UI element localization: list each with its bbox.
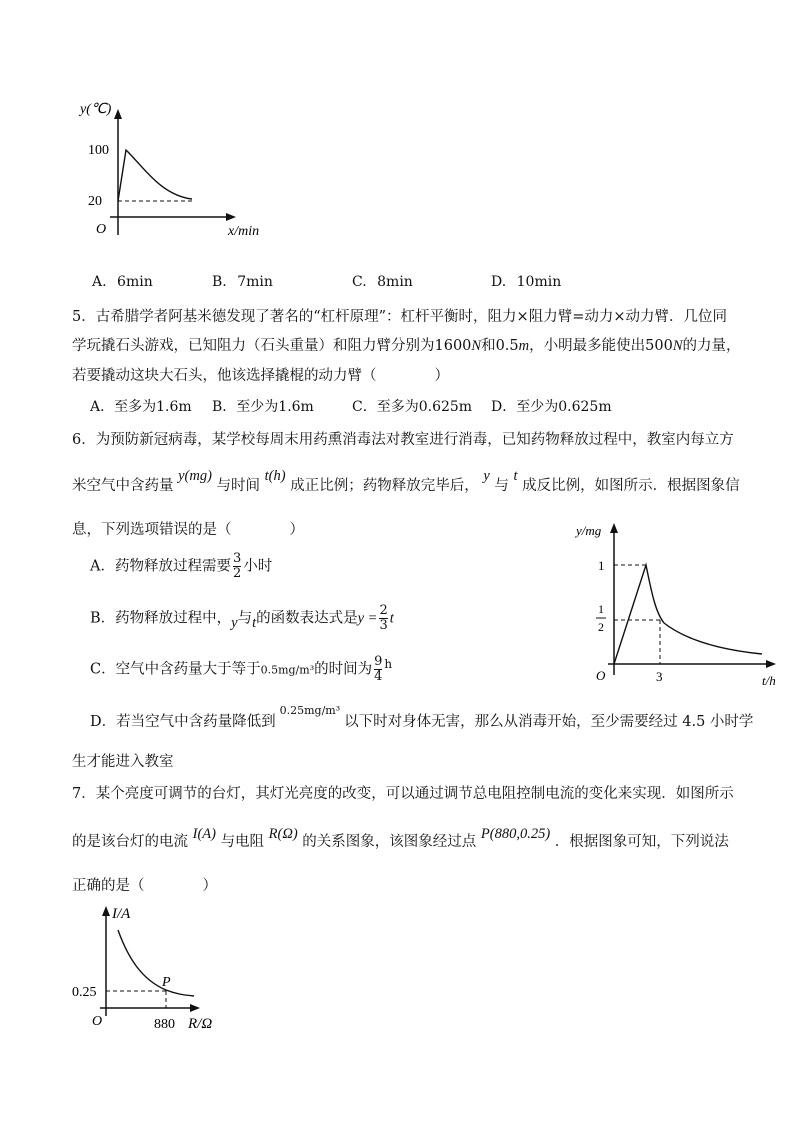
graph3-origin: O	[92, 1014, 103, 1029]
fraction-9-4: $\frac{9}{4}$	[374, 654, 383, 684]
q5-option-c[interactable]: C．至多为0.625m	[352, 399, 473, 415]
graph2-tick-half-num: 1	[598, 602, 604, 616]
q7-line3: 正确的是（ ）	[72, 878, 217, 894]
temperature-graph	[70, 95, 280, 245]
q5-option-d[interactable]: D．至少为0.625m	[491, 399, 612, 415]
q6-line1: 6．为预防新冠病毒，某学校每周末用药熏消毒法对教室进行消毒，已知药物释放过程中，教室内每立方	[72, 432, 734, 448]
graph1-y-arrow	[114, 109, 122, 119]
graph3-tick-880: 880	[154, 1017, 175, 1032]
graph2-tick-1: 1	[598, 558, 605, 573]
graph2-curve	[614, 565, 762, 664]
q7-line2: 的是该台灯的电流 I(A) 与电阻 R(Ω) 的关系图象，该图象经过点 P(880,0.25) ．根据图象可知，下列说法	[72, 826, 729, 850]
graph1-tick-20: 20	[88, 194, 102, 209]
graph1-y-label: y(℃)	[80, 102, 112, 117]
q4-option-a[interactable]: A. 6min	[92, 274, 153, 290]
graph3-point-label: P	[162, 975, 171, 990]
graph1-x-label: x/min	[228, 224, 260, 239]
graph2-tick-3: 3	[656, 669, 663, 684]
graph3-x-arrow	[190, 1004, 200, 1012]
q4-option-d[interactable]: D. 10min	[491, 274, 562, 290]
graph3-y-label: I/A	[112, 906, 131, 922]
q5-line2: 学玩撬石头游戏，已知阻力（石头重量）和阻力臂分别为1600N和0.5m，小明最多能使出500N的力量，	[72, 338, 741, 354]
drug-concentration-graph	[572, 515, 782, 690]
q6-line2: 米空气中含药量 y(mg) 与时间 t(h) 成正比例；药物释放完毕后， y 与 t 成反比例，如图所示．根据图象信	[72, 468, 740, 494]
q7-line1: 7．某个亮度可调节的台灯，其灯光亮度的改变，可以通过调节总电阻控制电流的变化来实现．如图所示	[72, 786, 734, 802]
graph2-origin: O	[596, 668, 606, 683]
graph1-tick-100: 100	[88, 143, 109, 158]
fraction-3-2: $\frac{3}{2}$	[232, 551, 242, 581]
graph1-origin: O	[96, 222, 107, 237]
graph3-curve	[118, 930, 194, 996]
graph2-x-arrow	[766, 660, 776, 668]
q6-option-d[interactable]: D．若当空气中含药量降低到$^{0.25mg/m^3}$以下时对身体无害，那么从消毒开始，至少需要经过 4.5 小时学	[90, 704, 754, 730]
graph2-y-arrow	[610, 523, 618, 533]
graph2-y-label: y/mg	[576, 523, 602, 538]
q6-option-a[interactable]: A．药物释放过程需要 $\frac{3}{2}$ 小时	[90, 551, 273, 581]
graph1-x-arrow	[226, 213, 236, 221]
graph1-curve	[118, 150, 192, 201]
q5-option-a[interactable]: A．至多为1.6m	[90, 399, 192, 415]
graph3-x-label: R/Ω	[188, 1016, 213, 1032]
fraction-2-3: $\frac{2}{3}$	[379, 603, 388, 633]
q5-line3: 若要撬动这块大石头，他该选择撬棍的动力臂（ ）	[72, 368, 449, 384]
q4-option-c[interactable]: C. 8min	[352, 274, 413, 290]
graph3-y-arrow	[102, 906, 110, 916]
current-resistance-graph	[70, 898, 240, 1033]
q6-option-d-cont: 生才能进入教室	[72, 754, 174, 770]
q6-option-b[interactable]: B．药物释放过程中，y与t的函数表达式是y = $\frac{2}{3}$ t	[90, 603, 394, 633]
graph3-tick-025: 0.25	[72, 985, 97, 1000]
graph2-tick-half-den: 2	[598, 620, 604, 634]
q5-option-b[interactable]: B．至少为1.6m	[212, 399, 314, 415]
q6-option-c[interactable]: C．空气中含药量大于等于0.5mg/m³的时间为 $\frac{9}{4}$ $^h$	[90, 654, 393, 684]
q4-option-b[interactable]: B. 7min	[212, 274, 273, 290]
q5-line1: 5．古希腊学者阿基米德发现了著名的“杠杆原理”：杠杆平衡时，阻力×阻力臂=动力×动力臂．几位同	[72, 309, 727, 325]
graph2-x-label: t/h	[762, 673, 776, 688]
q6-line3: 息，下列选项错误的是（ ）	[72, 522, 304, 538]
